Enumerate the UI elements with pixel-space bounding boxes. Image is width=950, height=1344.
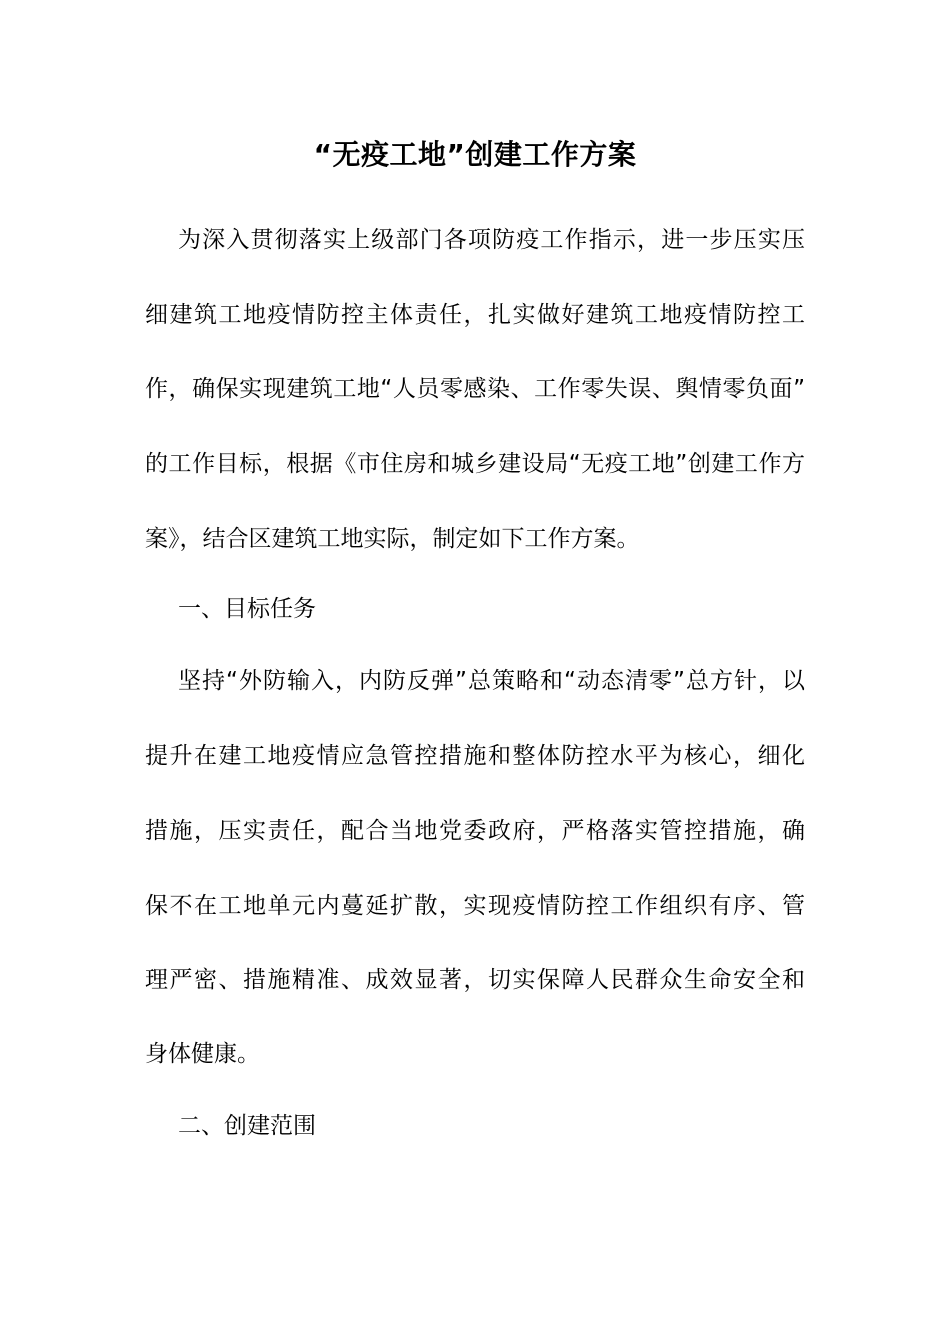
paragraph-line: 为深入贯彻落实上级部门各项防疫工作指示，进一步压实压: [178, 227, 805, 253]
paragraph-line: 保不在工地单元内蔓延扩散，实现疫情防控工作组织有序、管: [145, 893, 805, 919]
paragraph-line: 的工作目标，根据《市住房和城乡建设局“无疫工地”创建工作方: [145, 451, 805, 477]
paragraph-line: 理严密、措施精准、成效显著，切实保障人民群众生命安全和: [145, 967, 805, 993]
section-heading-scope: 二、创建范围: [178, 1113, 316, 1139]
paragraph-line: 身体健康。: [145, 1041, 260, 1067]
paragraph-line: 细建筑工地疫情防控主体责任，扎实做好建筑工地疫情防控工: [145, 302, 805, 328]
document-title: “无疫工地”创建工作方案: [313, 138, 637, 171]
paragraph-line: 坚持“外防输入，内防反弹”总策略和“动态清零”总方针，以: [178, 668, 805, 694]
paragraph-line: 措施，压实责任，配合当地党委政府，严格落实管控措施，确: [145, 818, 805, 844]
paragraph-line: 提升在建工地疫情应急管控措施和整体防控水平为核心，细化: [145, 743, 805, 769]
paragraph-line: 案》，结合区建筑工地实际，制定如下工作方案。: [145, 526, 640, 552]
section-heading-goals: 一、目标任务: [178, 596, 316, 622]
paragraph-line: 作，确保实现建筑工地“人员零感染、工作零失误、舆情零负面”: [145, 376, 805, 402]
